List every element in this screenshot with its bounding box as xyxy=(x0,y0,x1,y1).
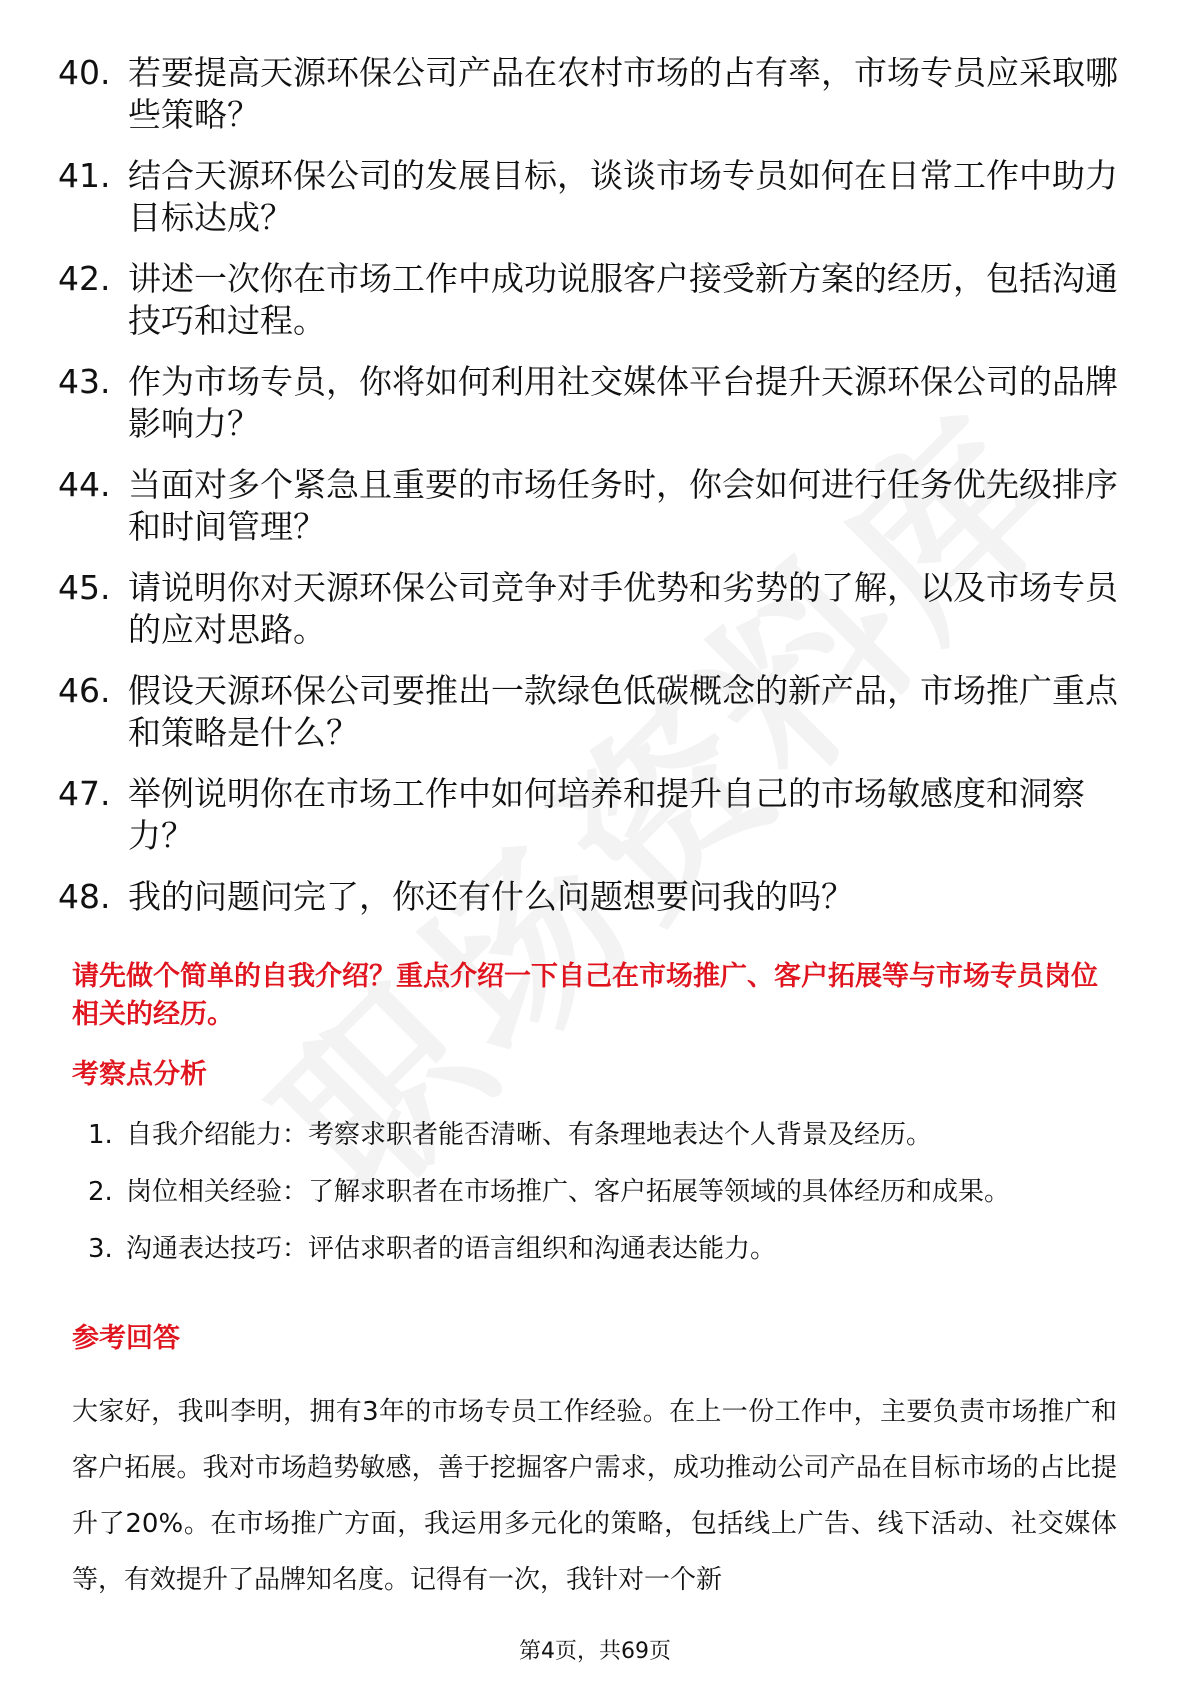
question-item xyxy=(58,361,1118,445)
question-item xyxy=(58,464,1118,548)
question-number: 48. xyxy=(58,877,111,916)
question-item xyxy=(58,567,1118,651)
question-item xyxy=(58,773,1118,857)
question-item xyxy=(58,258,1118,342)
point-number: 1. xyxy=(88,1120,113,1150)
question-number: 47. xyxy=(58,774,111,813)
question-item xyxy=(58,876,1118,918)
question-number: 46. xyxy=(58,671,111,710)
question-text: 作为市场专员，你将如何利用社交媒体平台提升天源环保公司的品牌影响力？ xyxy=(128,362,1118,443)
question-text: 讲述一次你在市场工作中成功说服客户接受新方案的经历，包括沟通技巧和过程。 xyxy=(128,259,1118,340)
question-number: 41. xyxy=(58,156,111,195)
point-text: 沟通表达技巧：评估求职者的语言组织和沟通表达能力。 xyxy=(126,1234,777,1264)
point-number: 3. xyxy=(88,1234,113,1264)
question-text: 我的问题问完了，你还有什么问题想要问我的吗？ xyxy=(128,877,854,916)
interview-question-heading: 请先做个简单的自我介绍？重点介绍一下自己在市场推广、客户拓展等与市场专员岗位相关的经历。 xyxy=(72,961,1098,1030)
question-text: 假设天源环保公司要推出一款绿色低碳概念的新产品，市场推广重点和策略是什么？ xyxy=(128,671,1118,752)
analysis-points xyxy=(88,1118,1118,1289)
question-number: 40. xyxy=(58,53,111,92)
point-text: 自我介绍能力：考察求职者能否清晰、有条理地表达个人背景及经历。 xyxy=(126,1120,933,1150)
analysis-point xyxy=(88,1118,1118,1152)
question-text: 结合天源环保公司的发展目标，谈谈市场专员如何在日常工作中助力目标达成？ xyxy=(128,156,1118,237)
page-footer: 第4页，共69页 xyxy=(519,1639,671,1664)
question-number: 42. xyxy=(58,259,111,298)
question-number: 43. xyxy=(58,362,111,401)
analysis-point xyxy=(88,1232,1118,1266)
question-number: 45. xyxy=(58,568,111,607)
question-text: 当面对多个紧急且重要的市场任务时，你会如何进行任务优先级排序和时间管理？ xyxy=(128,465,1118,546)
question-item xyxy=(58,155,1118,239)
analysis-heading: 考察点分析 xyxy=(72,1059,207,1090)
question-item xyxy=(58,52,1118,136)
point-number: 2. xyxy=(88,1177,113,1207)
question-number: 44. xyxy=(58,465,111,504)
point-text: 岗位相关经验：了解求职者在市场推广、客户拓展等领域的具体经历和成果。 xyxy=(126,1177,1011,1207)
question-list xyxy=(58,52,1118,937)
question-text: 若要提高天源环保公司产品在农村市场的占有率，市场专员应采取哪些策略？ xyxy=(128,53,1118,134)
question-text: 请说明你对天源环保公司竞争对手优势和劣势的了解，以及市场专员的应对思路。 xyxy=(128,568,1118,649)
reference-answer: 大家好，我叫李明，拥有3年的市场专员工作经验。在上一份工作中，主要负责市场推广和客户拓展。我对市场趋势敏感，善于挖掘客户需求，成功推动公司产品在目标市场的占比提升了20%。在市场推广方面，我运用多元化的策略，包括线上广告、线下活动、社交媒体等，有效提升了品牌知名度。记得有一次，我针对一个新 xyxy=(72,1397,1117,1595)
answer-heading: 参考回答 xyxy=(72,1323,180,1354)
analysis-point xyxy=(88,1175,1118,1209)
question-item xyxy=(58,670,1118,754)
question-text: 举例说明你在市场工作中如何培养和提升自己的市场敏感度和洞察力？ xyxy=(128,774,1085,855)
